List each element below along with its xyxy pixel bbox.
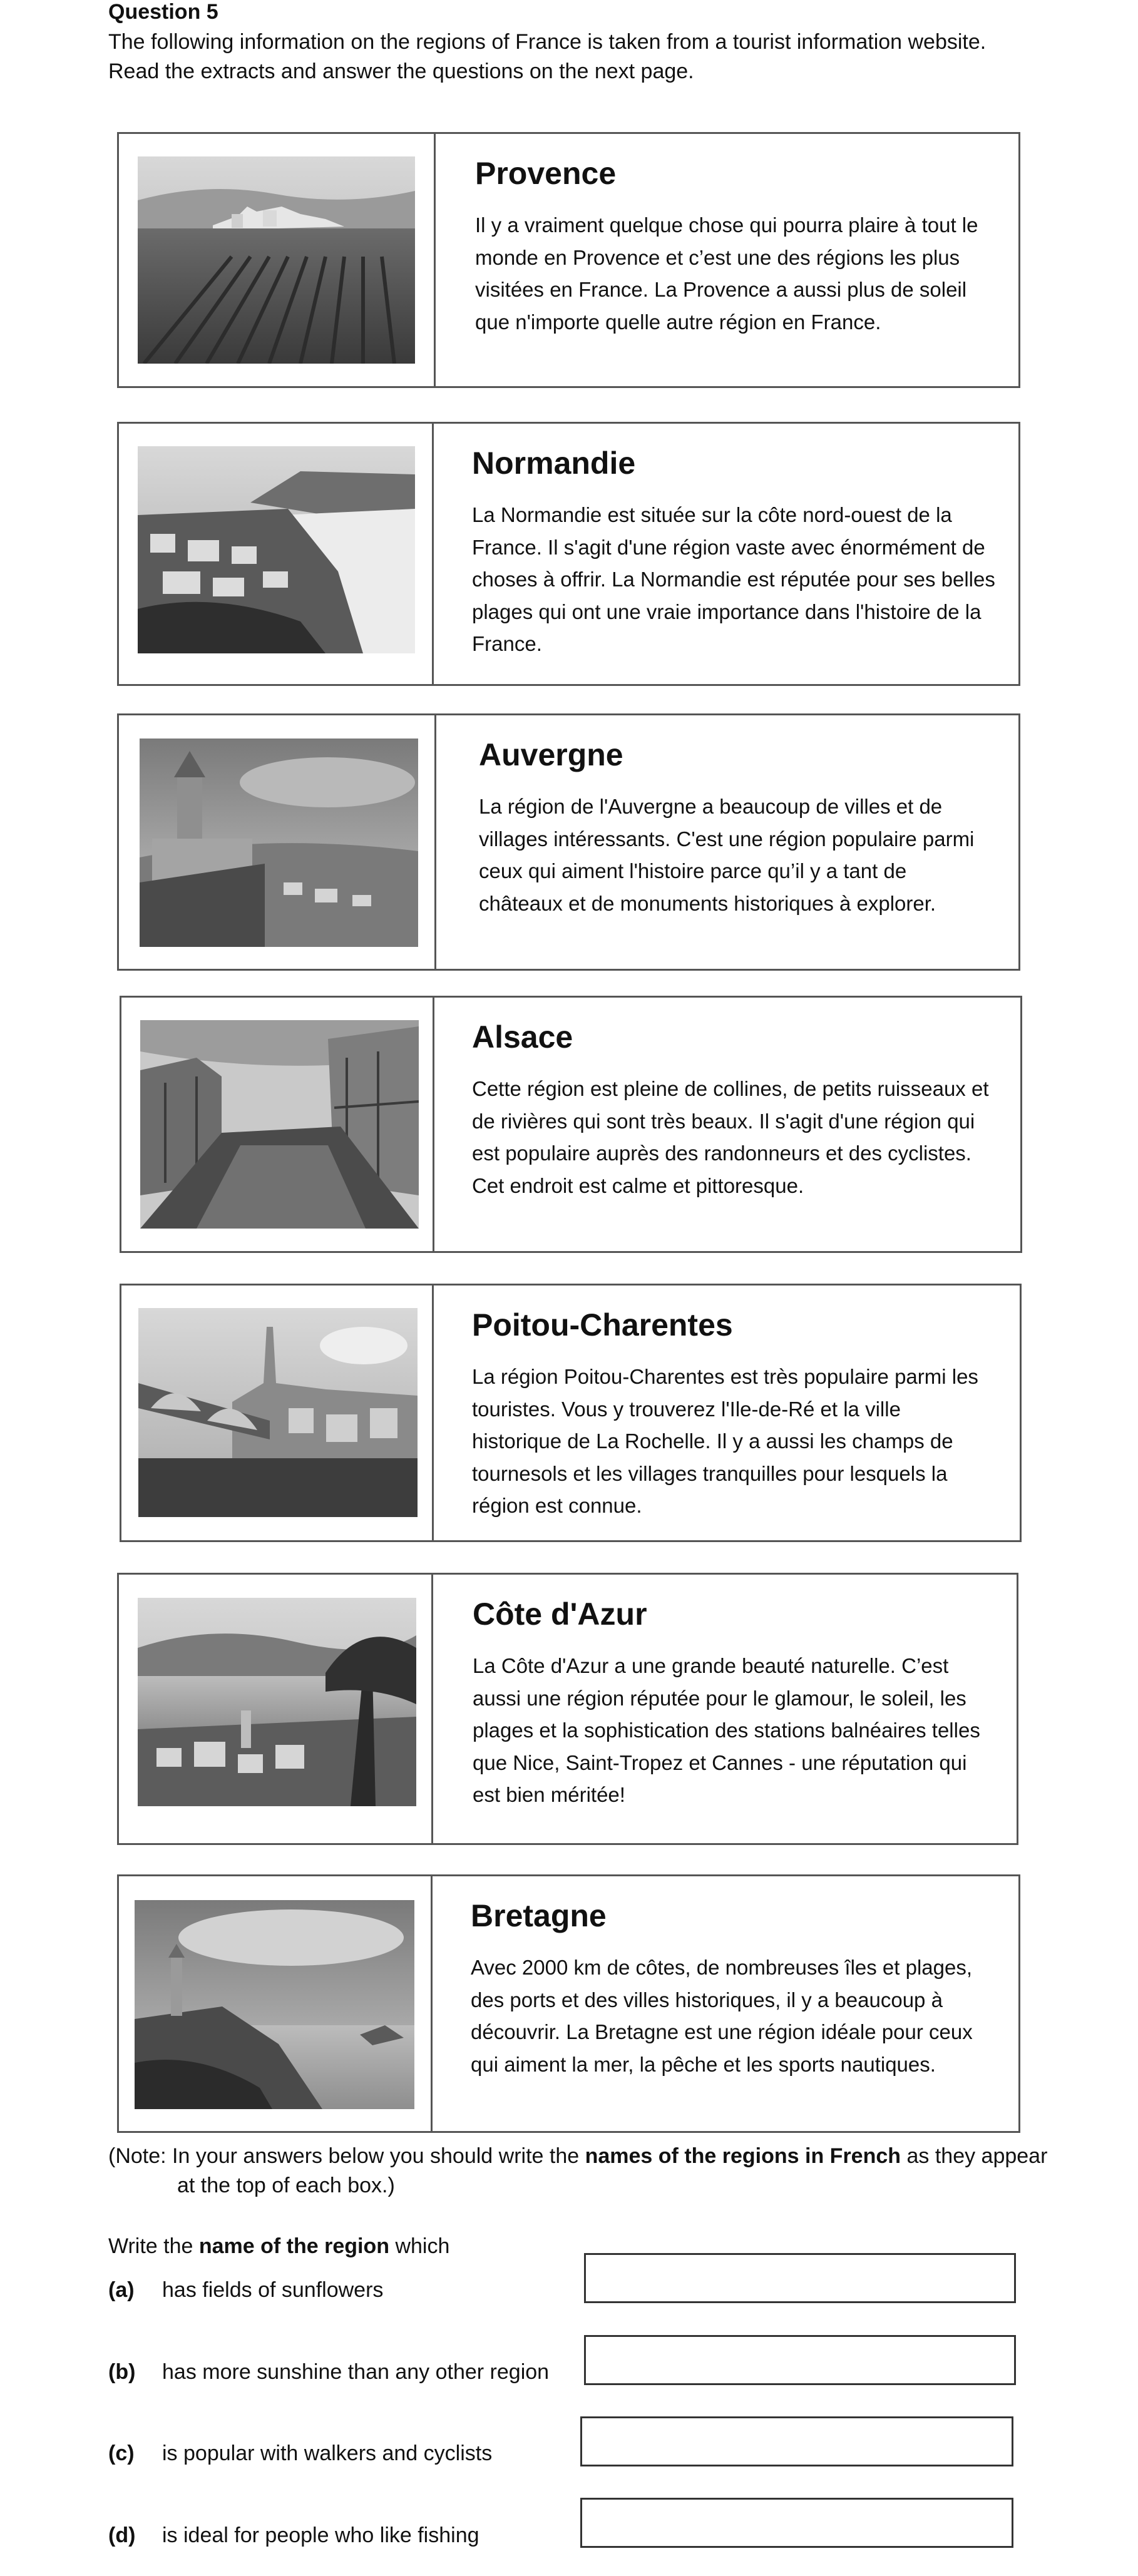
- region-name: Poitou-Charentes: [472, 1307, 733, 1342]
- region-box-bretagne: [117, 1874, 1020, 2133]
- region-name: Auvergne: [479, 737, 623, 772]
- question-text-a: has fields of sunflowers: [162, 2278, 384, 2302]
- region-name: Provence: [475, 156, 617, 191]
- question-intro: [108, 28, 1085, 86]
- question-letter-d: (d): [108, 2523, 136, 2547]
- region-description: Il y a vraiment quelque chose qui pourra plaire à tout le monde en Provence et c’est une des régions les plus visitées en France. La Provence a aussi plus de soleil que n'importe quelle autre région en France.: [475, 213, 978, 334]
- region-photo: [138, 156, 415, 364]
- region-description: La région Poitou-Charentes est très populaire parmi les touristes. Vous y trouverez l'Ile-de-Ré et la ville historique de La Rochelle. Il y a aussi les champs de tournesols et les villages tranquilles pour lesquels la région est connue.: [472, 1365, 978, 1517]
- instruction-bold: name of the region: [198, 2234, 390, 2258]
- box-divider: [431, 1575, 433, 1843]
- instruction-prefix: Write the: [108, 2234, 199, 2258]
- question-text-d: is ideal for people who like fishing: [162, 2523, 479, 2547]
- answer-input-a[interactable]: [584, 2253, 1016, 2303]
- question-text-b: has more sunshine than any other region: [162, 2360, 550, 2384]
- region-description: La Normandie est située sur la côte nord-ouest de la France. Il s'agit d'une région vaste avec énormément de choses à offrir. La Normandie est réputée pour ses belles plages qui ont une vraie importance dans l'histoire de la France.: [472, 503, 995, 655]
- region-box-cote-dazur: [117, 1573, 1018, 1845]
- note-suffix: as they appear: [901, 2144, 1048, 2168]
- note-line-1: [108, 2142, 1110, 2171]
- region-name: Alsace: [472, 1020, 573, 1055]
- region-photo: [138, 446, 415, 653]
- box-divider: [431, 1876, 433, 2131]
- region-name: Côte d'Azur: [473, 1597, 647, 1632]
- question-text-c: is popular with walkers and cyclists: [162, 2441, 493, 2465]
- region-photo: [140, 739, 418, 947]
- answer-input-d[interactable]: [580, 2498, 1013, 2548]
- answer-input-b[interactable]: [584, 2335, 1016, 2385]
- instruction-suffix: which: [389, 2234, 450, 2258]
- box-divider: [434, 134, 436, 386]
- region-box-normandie: [117, 422, 1020, 686]
- box-divider: [432, 1285, 434, 1540]
- note-bold: names of the regions in French: [585, 2144, 901, 2168]
- region-description: Avec 2000 km de côtes, de nombreuses îles et plages, des ports et des villes historiques, il y a beaucoup à découvrir. La Bretagne est une région idéale pour ceux qui aiment la mer, la pêche et les sports nautiques.: [471, 1956, 973, 2076]
- region-box-poitou-charentes: [120, 1284, 1022, 1542]
- answer-note: [108, 2142, 1110, 2200]
- region-box-alsace: [120, 996, 1022, 1253]
- region-photo: [135, 1900, 414, 2109]
- note-prefix: (Note: In your answers below you should write the: [108, 2144, 585, 2168]
- region-photo: [138, 1598, 416, 1806]
- region-name: Bretagne: [471, 1898, 607, 1933]
- box-divider: [432, 424, 434, 684]
- region-description: Cette région est pleine de collines, de petits ruisseaux et de rivières qui sont très beaux. Il s'agit d'une région qui est populaire auprès des randonneurs et des cyclistes. Cet endroit est calme et pittoresque.: [472, 1077, 989, 1197]
- intro-line-2: Read the extracts and answer the questions on the next page.: [108, 59, 694, 83]
- answer-input-c[interactable]: [580, 2416, 1013, 2466]
- question-letter-c: (c): [108, 2441, 135, 2465]
- question-title: Question 5: [108, 0, 218, 24]
- question-letter-a: (a): [108, 2278, 135, 2302]
- box-divider: [433, 998, 434, 1251]
- region-box-provence: [117, 132, 1020, 388]
- region-description: La Côte d'Azur a une grande beauté naturelle. C’est aussi une région réputée pour le glamour, le soleil, les plages et la sophistication des stations balnéaires telles que Nice, Saint-Tropez et Cannes - une réputation qui est bien méritée!: [473, 1654, 980, 1806]
- note-line-2: at the top of each box.): [177, 2174, 395, 2197]
- instruction: [108, 2234, 449, 2259]
- region-photo: [140, 1020, 419, 1229]
- region-box-auvergne: [117, 713, 1020, 971]
- region-description: La région de l'Auvergne a beaucoup de villes et de villages intéressants. C'est une région populaire parmi ceux qui aiment l'histoire parce qu’il y a tant de châteaux et de monuments historiques à explorer.: [479, 795, 975, 915]
- intro-line-1: The following information on the regions of France is taken from a tourist information website.: [108, 30, 987, 54]
- region-photo: [138, 1308, 418, 1517]
- box-divider: [434, 715, 436, 969]
- question-letter-b: (b): [108, 2360, 136, 2384]
- region-name: Normandie: [472, 446, 636, 481]
